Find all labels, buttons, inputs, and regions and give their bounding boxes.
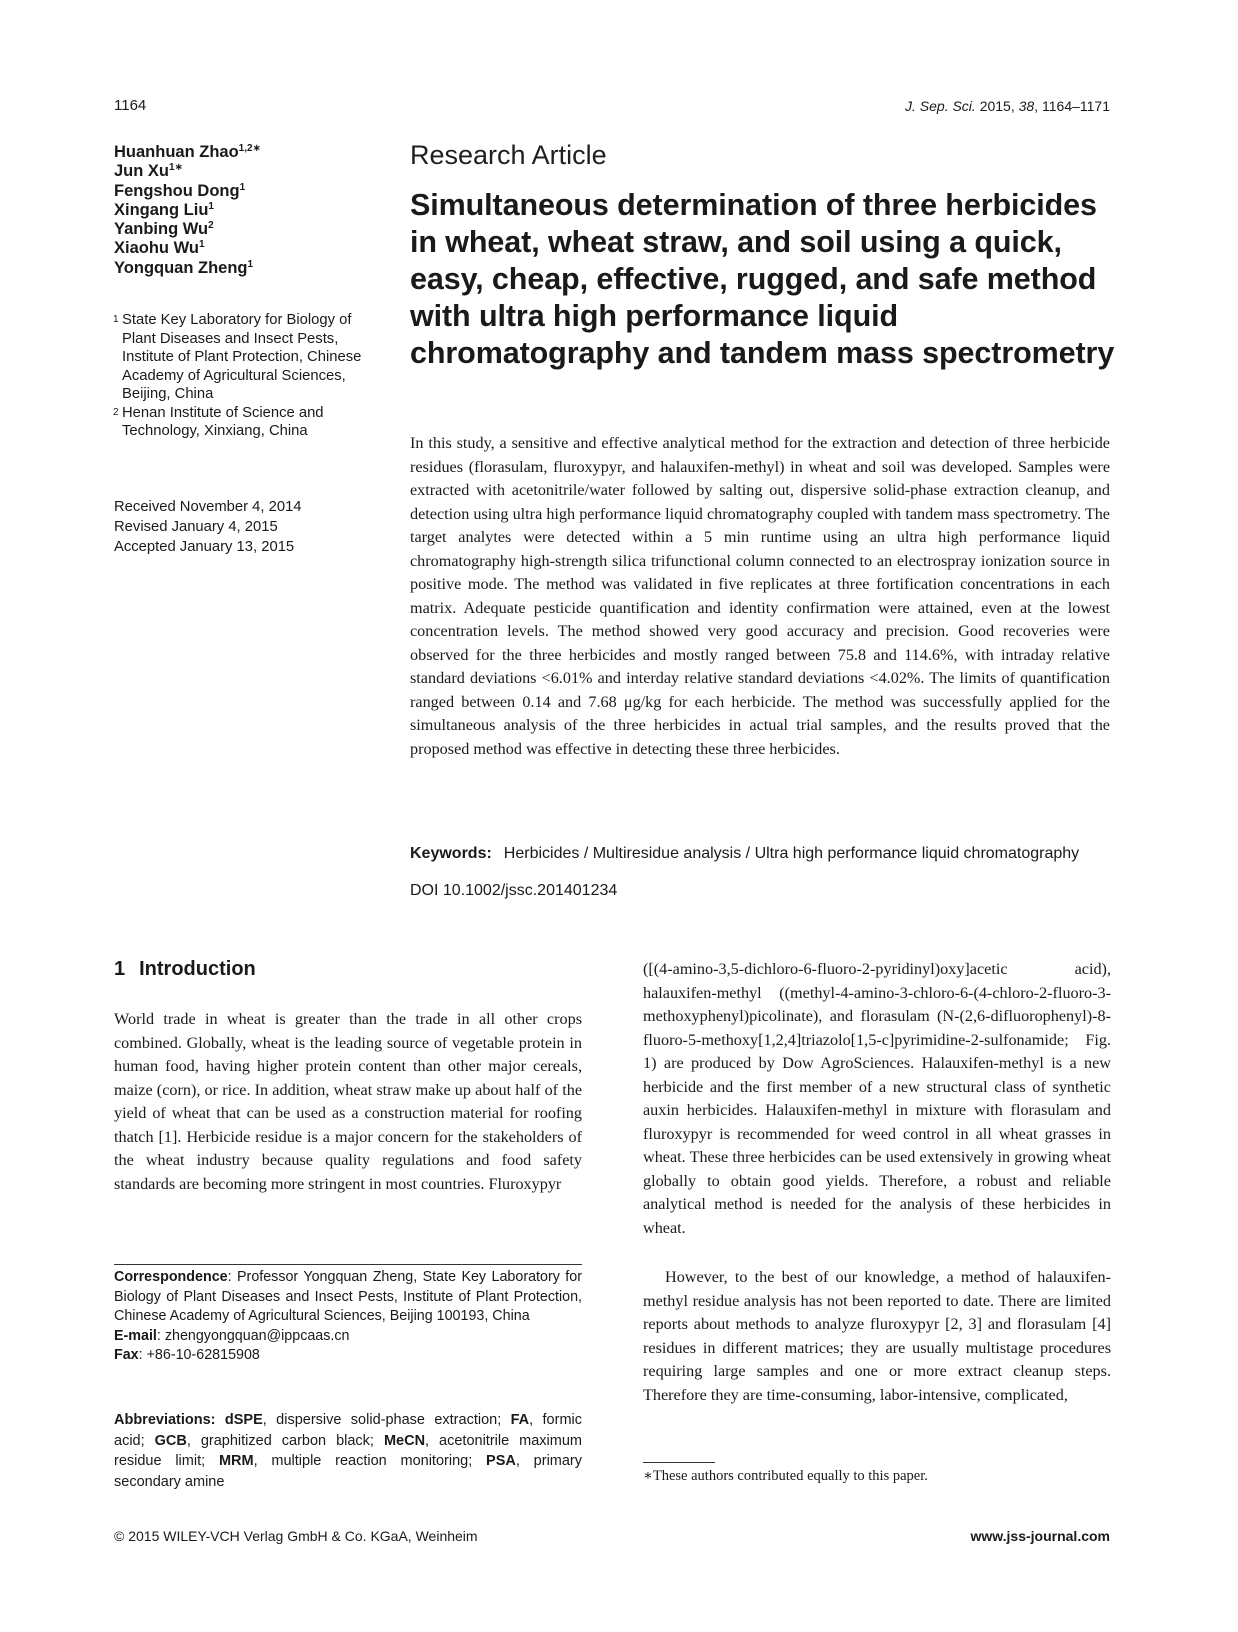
author: Xingang Liu$^1$ bbox=[114, 200, 214, 219]
article-title: Simultaneous determination of three herbicides in wheat, wheat straw, and soil using a quick, easy, cheap, effective, rugged, and safe method with ultra high performance liquid chromatography and tandem mass spectrometry bbox=[410, 188, 1115, 370]
affiliation: 1 State Key Laboratory for Biology of Plant Diseases and Insect Pests, Institute of Plant Protection, Chinese Academy of Agricultural Sciences, Beijing, China bbox=[113, 312, 362, 402]
intro-paragraph: ([(4-amino-3,5-dichloro-6-fluoro-2-pyridinyl)oxy]acetic acid), halauxifen-methyl ((methyl-4-amino-3-chloro-6-(4-chloro-2-fluoro-3-methoxyphenyl)picolinate), and florasulam (N-(2,6-difluorophenyl)-8-fluoro-5-methoxy[1,2,4]triazolo[1,5-c]pyrimidine-2-sulfonamide; Fig. 1) are produced by Dow AgroSciences. Halauxifen-methyl is a new herbicide and the first member of a new structural class of synthetic auxin herbicides. Halauxifen-methyl in mixture with florasulam and fluroxypyr is recommended for weed control in all wheat grasses in wheat. These three herbicides can be used extensively in growing wheat globally to obtain good yields. Therefore, a robust and reliable analytical method is needed for the analysis of these herbicides in wheat. bbox=[643, 960, 1111, 1237]
article-history bbox=[114, 497, 302, 557]
abbreviations-note: Abbreviations: dSPE, dispersive solid-phase extraction; FA, formic acid; GCB, graphitized carbon black; MeCN, acetonitrile maximum residue limit; MRM, multiple reaction monitoring; PSA, primary secondary amine bbox=[114, 1412, 583, 1490]
copyright: © 2015 WILEY-VCH Verlag GmbH & Co. KGaA, Weinheim bbox=[114, 1528, 478, 1544]
email-address: : zhengyongquan@ippcaas.cn bbox=[156, 1327, 350, 1344]
accepted-date: Accepted January 13, 2015 bbox=[114, 539, 295, 555]
keywords bbox=[410, 844, 1110, 863]
intro-paragraph: However, to the best of our knowledge, a method of halauxifen-methyl residue analysis has not been reported to date. There are limited reports about methods to analyze fluroxypyr [2, 3] and florasulam [4] residues in different matrices; they are usually multistage procedures requiring large samples and one or more extract cleanup steps. Therefore they are time-consuming, labor-intensive, complicated, bbox=[643, 1268, 1111, 1404]
article-type: Research Article bbox=[410, 140, 607, 170]
section-heading: 1 Introduction bbox=[114, 958, 256, 980]
author: Huanhuan Zhao$^{1,2∗}$ bbox=[114, 143, 261, 161]
footnote-divider bbox=[114, 1264, 582, 1265]
author-list bbox=[114, 143, 364, 278]
received-date: Received November 4, 2014 bbox=[114, 499, 302, 515]
revised-date: Revised January 4, 2015 bbox=[114, 519, 278, 535]
author: Yongquan Zheng$^1$ bbox=[114, 258, 254, 277]
keywords-label: Keywords: bbox=[410, 845, 492, 862]
author: Jun $Xu^{1∗}$ bbox=[114, 162, 183, 181]
affiliations bbox=[114, 311, 374, 441]
abstract: In this study, a sensitive and effective analytical method for the extraction and detection of three herbicide residues (florasulam, fluroxypyr, and halauxifen-methyl) in wheat and soil was developed. Samples were extracted with acetonitrile/water followed by salting out, dispersive solid-phase extraction cleanup, and detection using ultra high performance liquid chromatography coupled with tandem mass spectrometry. The target analytes were detected within a 5 min runtime using an ultra high performance liquid chromatography high-strength silica trifunctional column connected to an electrospray ionization source in positive mode. The method was validated in five replicates at three fortification concentrations in each matrix. Adequate pesticide quantification and identity confirmation were attained, even at the lowest concentration levels. The method showed very good accuracy and precision. Good recoveries were observed for the three herbicides and mostly ranged between 75.8 and 114.6%, with intraday relative standard deviations <6.01% and interday relative standard deviations <4.02%. The limits of quantification ranged between 0.14 and 7.68 μg/kg for each herbicide. The method was successfully applied for the simultaneous analysis of the three herbicides in actual trial samples, and the results proved that the proposed method was effective in detecting these three herbicides. bbox=[410, 434, 1110, 758]
equal-contribution-note: ∗These authors contributed equally to this paper. bbox=[643, 1468, 928, 1484]
keywords-text: Herbicides / Multiresidue analysis / Ultra high performance liquid chromatography bbox=[503, 845, 1080, 862]
running-head: J. Sep. Sci. 2015, 38, 1164–1171 bbox=[905, 98, 1110, 114]
journal-url[interactable]: www.jss-journal.com bbox=[970, 1528, 1110, 1544]
page-number: 1164 bbox=[114, 97, 147, 114]
intro-paragraph: World trade in wheat is greater than the trade in all other crops combined. Globally, wheat is the leading source of vegetable protein in human food, having higher protein content than other major cereals, maize (corn), or rice. In addition, wheat straw make up about half of the yield of wheat that can be used as a construction material for roofing thatch [1]. Herbicide residue is a major concern for the stakeholders of the wheat industry because quality regulations and food safety standards are becoming more stringent in most countries. Fluroxypyr bbox=[114, 1010, 582, 1193]
affiliation: 2 Henan Institute of Science and Technology, Xinxiang, China bbox=[113, 404, 324, 439]
author: Yanbing Wu$^2$ bbox=[114, 220, 214, 239]
correspondence-note: Correspondence: Professor Yongquan Zheng, State Key Laboratory for Biology of Plant Diseases and Insect Pests, Institute of Plant Protection, Chinese Academy of Agricultural Sciences, Beijing 100193, China E-mail: zhengyongquan@ippcaas.cn Fax: +86-10-62815908 bbox=[114, 1269, 582, 1363]
author: Fengshou Dong$^1$ bbox=[114, 181, 246, 200]
footnote-divider bbox=[643, 1462, 715, 1463]
doi: DOI 10.1002/jssc.201401234 bbox=[410, 882, 618, 899]
author: Xiaohu Wu$^1$ bbox=[114, 239, 205, 258]
